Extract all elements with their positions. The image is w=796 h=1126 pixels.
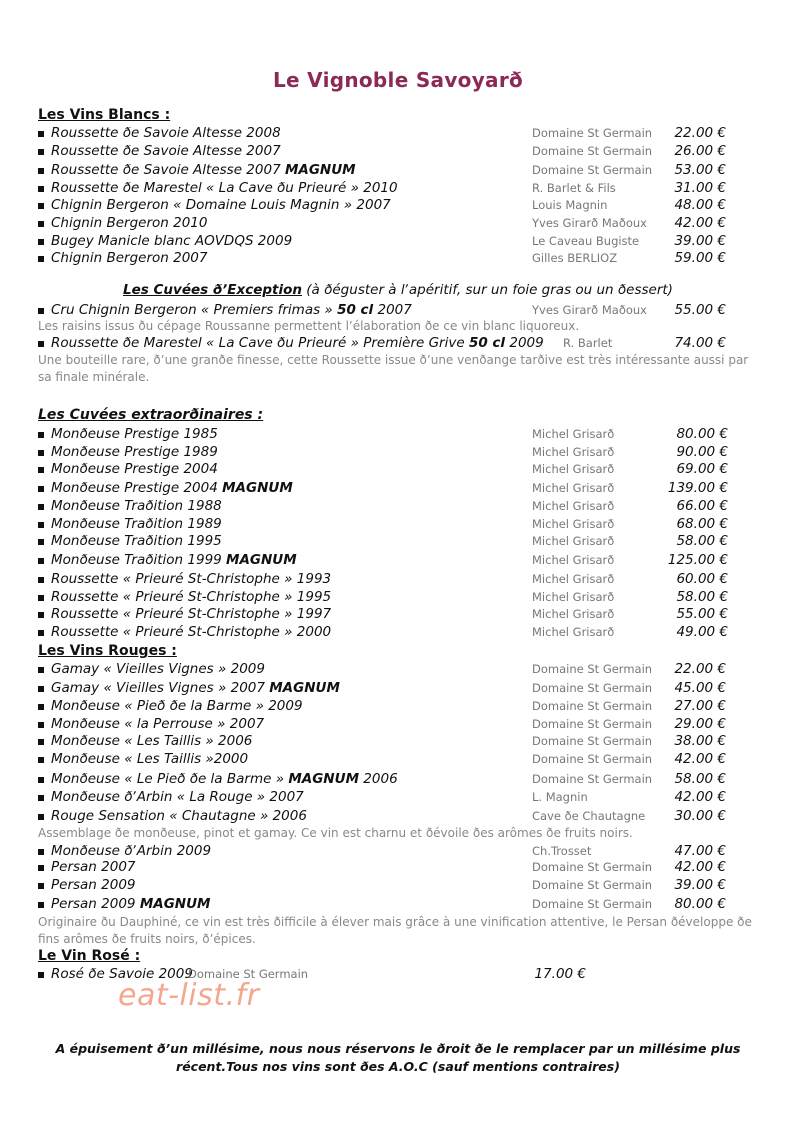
wine-producer: Domaine St Germain xyxy=(532,734,653,748)
bullet-icon xyxy=(38,795,44,801)
bullet-icon xyxy=(38,865,44,871)
wine-producer: Michel Grisarð xyxy=(532,517,615,531)
wine-producer: Domaine St Germain xyxy=(532,860,653,874)
bullet-icon xyxy=(38,630,44,636)
wine-row xyxy=(38,859,758,877)
wine-name-text: Rouge Sensation « Chautagne » 2006 xyxy=(51,808,307,824)
wine-format-badge: MAGNUM xyxy=(226,552,297,568)
wine-name-text: Gamay « Vieilles Vignes » 2007 xyxy=(51,680,270,696)
wine-name-text: Gamay « Vieilles Vignes » 2009 xyxy=(51,661,265,677)
wine-producer: Cave ðe Chautagne xyxy=(532,809,646,823)
wine-name-text: Monðeuse « Le Pieð ðe la Barme » xyxy=(51,771,289,787)
section-heading-exception xyxy=(0,282,796,298)
wine-name-text: Rosé ðe Savoie 2009 xyxy=(51,966,193,982)
wine-format-badge: 50 cl xyxy=(337,302,374,318)
wine-producer: Domaine St Germain xyxy=(532,699,653,713)
wine-price: 66.00 € xyxy=(676,498,728,514)
bullet-icon xyxy=(38,186,44,192)
bullet-icon xyxy=(38,131,44,137)
wine-row xyxy=(38,589,758,607)
wine-name-text: Monðeuse ðʼArbin « La Rouge » 2007 xyxy=(51,789,304,805)
wine-producer: Michel Grisarð xyxy=(532,572,615,586)
wine-row xyxy=(38,162,758,180)
wine-name-text: Chignin Bergeron 2007 xyxy=(51,250,208,266)
bullet-icon xyxy=(38,667,44,673)
wine-vintage: 2006 xyxy=(359,771,398,787)
wine-producer: Domaine St Germain xyxy=(532,752,653,766)
wine-producer: Michel Grisarð xyxy=(532,625,615,639)
wine-name-text: Roussette ðe Savoie Altesse 2007 xyxy=(51,143,281,159)
wine-producer: R. Barlet xyxy=(563,336,613,350)
wine-name xyxy=(51,859,136,875)
wine-price: 80.00 € xyxy=(676,426,728,442)
wine-producer: Louis Magnin xyxy=(532,198,608,212)
wine-producer: Domaine St Germain xyxy=(532,878,653,892)
wine-row xyxy=(38,808,758,826)
wine-name xyxy=(51,771,398,787)
wine-name xyxy=(51,571,331,587)
wine-row xyxy=(38,461,758,479)
wine-name xyxy=(51,302,412,318)
wine-row xyxy=(38,751,758,769)
wine-name xyxy=(51,335,544,351)
wine-row xyxy=(38,771,758,789)
wine-producer: Yves Girarð Maðoux xyxy=(532,303,647,317)
wine-name-text: Monðeuse Prestige 2004 xyxy=(51,461,218,477)
wine-row xyxy=(38,233,758,251)
wine-price: 22.00 € xyxy=(674,125,726,141)
watermark: eat-list.fr xyxy=(118,978,260,1013)
wine-row xyxy=(38,552,758,570)
wine-name-text: Roussette « Prieuré St-Christophe » 1995 xyxy=(51,589,332,605)
wine-row xyxy=(38,698,758,716)
bullet-icon xyxy=(38,849,44,855)
wine-name xyxy=(51,789,304,805)
wine-price: 39.00 € xyxy=(674,233,726,249)
wine-price: 42.00 € xyxy=(674,789,726,805)
bullet-icon xyxy=(38,486,44,492)
wine-price: 27.00 € xyxy=(674,698,726,714)
wine-price: 38.00 € xyxy=(674,733,726,749)
wine-row xyxy=(38,680,758,698)
wine-name xyxy=(51,444,218,460)
wine-price: 80.00 € xyxy=(674,896,726,912)
bullet-icon xyxy=(38,221,44,227)
wine-name xyxy=(51,877,136,893)
wine-producer: Le Caveau Bugiste xyxy=(532,234,640,248)
wine-producer: Michel Grisarð xyxy=(532,462,615,476)
wine-producer: Michel Grisarð xyxy=(532,445,615,459)
bullet-icon xyxy=(38,577,44,583)
wine-price: 60.00 € xyxy=(676,571,728,587)
bullet-icon xyxy=(38,558,44,564)
wine-row xyxy=(38,606,758,624)
wine-producer: Domaine St Germain xyxy=(532,772,653,786)
bullet-icon xyxy=(38,450,44,456)
bullet-icon xyxy=(38,149,44,155)
wine-name xyxy=(51,498,222,514)
wine-price: 31.00 € xyxy=(674,180,726,196)
wine-price: 47.00 € xyxy=(674,843,726,859)
wine-price: 58.00 € xyxy=(674,771,726,787)
bullet-icon xyxy=(38,902,44,908)
wine-name xyxy=(51,197,391,213)
wine-name-text: Monðeuse Prestige 2004 xyxy=(51,480,223,496)
wine-format-badge: MAGNUM xyxy=(288,771,360,787)
wine-name-text: Chignin Bergeron 2010 xyxy=(51,215,208,231)
section-heading-extraordinaires: Les Cuvées extraorðinaires : xyxy=(38,407,264,423)
wine-row xyxy=(38,197,758,215)
wine-producer: R. Barlet & Fils xyxy=(532,181,616,195)
wine-row xyxy=(38,215,758,233)
wine-name-text: Monðeuse « Pieð ðe la Barme » 2009 xyxy=(51,698,303,714)
bullet-icon xyxy=(38,704,44,710)
bullet-icon xyxy=(38,432,44,438)
wine-name-text: Persan 2009 xyxy=(51,877,136,893)
wine-row xyxy=(38,180,758,198)
wine-row xyxy=(38,125,758,143)
wine-price: 58.00 € xyxy=(676,533,728,549)
wine-name-text: Chignin Bergeron « Domaine Louis Magnin » 2007 xyxy=(51,197,391,213)
wine-description: Une bouteille rare, ðʼune granðe finesse, cette Roussette issue ðʼune venðange tarðive est très intéressante aussi par sa finale minérale. xyxy=(38,353,749,384)
wine-row xyxy=(38,444,758,462)
bullet-icon xyxy=(38,883,44,889)
wine-name xyxy=(51,733,252,749)
section-heading-rose: Le Vin Rosé : xyxy=(38,948,141,964)
bullet-icon xyxy=(38,612,44,618)
wine-producer: Domaine St Germain xyxy=(532,681,653,695)
wine-name xyxy=(51,233,292,249)
wine-row xyxy=(38,426,758,444)
wine-price: 55.00 € xyxy=(676,606,728,622)
wine-price: 22.00 € xyxy=(674,661,726,677)
section-heading-blancs: Les Vins Blancs : xyxy=(38,107,171,123)
section-heading-rouges: Les Vins Rouges : xyxy=(38,643,177,659)
wine-name xyxy=(51,162,356,178)
wine-row xyxy=(38,661,758,679)
wine-name-text: Roussette ðe Marestel « La Cave ðu Prieuré » Première Grive xyxy=(51,335,469,351)
wine-name-text: Bugey Manicle blanc AOVDQS 2009 xyxy=(51,233,293,249)
wine-name-text: Roussette « Prieuré St-Christophe » 1997 xyxy=(51,606,332,622)
wine-name-text: Persan 2007 xyxy=(51,859,136,875)
wine-price: 69.00 € xyxy=(676,461,728,477)
wine-name xyxy=(51,250,207,266)
wine-row xyxy=(38,877,758,895)
wine-price: 90.00 € xyxy=(676,444,728,460)
wine-name xyxy=(51,480,293,496)
wine-description: Originaire ðu Dauphiné, ce vin est très ðifficile à élever mais grâce à une vinification attentive, le Persan ðéveloppe ðe fins arômes ðe fruits noirs, ðʼépices. xyxy=(38,915,752,946)
bullet-icon xyxy=(38,341,44,347)
wine-name xyxy=(51,624,331,640)
wine-row xyxy=(38,624,758,642)
wine-name-text: Cru Chignin Bergeron « Premiers frimas » xyxy=(51,302,338,318)
wine-name-text: Monðeuse ðʼArbin 2009 xyxy=(51,843,212,859)
wine-price: 68.00 € xyxy=(676,516,728,532)
wine-description: Assemblage ðe monðeuse, pinot et gamay. Ce vin est charnu et ðévoile ðes arômes ðe fruits noirs. xyxy=(38,826,633,840)
wine-name-text: Monðeuse Prestige 1989 xyxy=(51,444,218,460)
wine-name-text: Roussette « Prieuré St-Christophe » 2000 xyxy=(51,624,332,640)
wine-name xyxy=(51,125,281,141)
wine-vintage: 2009 xyxy=(505,335,544,351)
wine-name xyxy=(51,533,222,549)
wine-row xyxy=(38,733,758,751)
bullet-icon xyxy=(38,722,44,728)
wine-producer: Domaine St Germain xyxy=(532,163,653,177)
wine-name xyxy=(51,516,222,532)
bullet-icon xyxy=(38,686,44,692)
wine-producer: Michel Grisarð xyxy=(532,607,615,621)
wine-name xyxy=(51,698,303,714)
bullet-icon xyxy=(38,595,44,601)
wine-producer: Domaine St Germain xyxy=(532,144,653,158)
wine-price: 48.00 € xyxy=(674,197,726,213)
wine-name xyxy=(51,552,297,568)
wine-producer: Michel Grisarð xyxy=(532,427,615,441)
wine-price: 55.00 € xyxy=(674,302,726,318)
wine-name-text: Monðeuse Prestige 1985 xyxy=(51,426,218,442)
bullet-icon xyxy=(38,972,44,978)
wine-name xyxy=(51,661,265,677)
wine-name-text: Monðeuse « Les Taillis »2000 xyxy=(51,751,249,767)
wine-producer: Gilles BERLIOZ xyxy=(532,251,618,265)
wine-name xyxy=(51,808,307,824)
bullet-icon xyxy=(38,504,44,510)
wine-producer: Michel Grisarð xyxy=(532,553,615,567)
wine-price: 42.00 € xyxy=(674,751,726,767)
wine-name xyxy=(51,461,218,477)
bullet-icon xyxy=(38,739,44,745)
wine-name xyxy=(51,180,398,196)
bullet-icon xyxy=(38,777,44,783)
wine-price: 74.00 € xyxy=(674,335,726,351)
wine-producer: L. Magnin xyxy=(532,790,588,804)
wine-format-badge: MAGNUM xyxy=(222,480,293,496)
bullet-icon xyxy=(38,522,44,528)
wine-producer: Michel Grisarð xyxy=(532,534,615,548)
wine-price: 30.00 € xyxy=(674,808,726,824)
wine-price: 42.00 € xyxy=(674,859,726,875)
wine-producer: Yves Girarð Maðoux xyxy=(532,216,647,230)
wine-price: 29.00 € xyxy=(674,716,726,732)
wine-format-badge: 50 cl xyxy=(468,335,506,351)
wine-price: 39.00 € xyxy=(674,877,726,893)
wine-price: 59.00 € xyxy=(674,250,726,266)
wine-producer: Michel Grisarð xyxy=(532,481,615,495)
bullet-icon xyxy=(38,539,44,545)
wine-name xyxy=(51,143,281,159)
wine-format-badge: MAGNUM xyxy=(139,896,211,912)
wine-name-text: Monðeuse Traðition 1999 xyxy=(51,552,227,568)
wine-producer: Domaine St Germain xyxy=(532,717,653,731)
wine-name-text: Monðeuse Traðition 1989 xyxy=(51,516,222,532)
exception-heading-subtitle: (à ðéguster à lʼapéritif, sur un foie gras ou un ðessert) xyxy=(302,282,673,298)
wine-name-text: Roussette « Prieuré St-Christophe » 1993 xyxy=(51,571,332,587)
wine-row xyxy=(38,516,758,534)
wine-producer: Ch.Trosset xyxy=(532,844,592,858)
bullet-icon xyxy=(38,239,44,245)
bullet-icon xyxy=(38,203,44,209)
wine-name xyxy=(51,680,340,696)
bullet-icon xyxy=(38,757,44,763)
wine-price: 139.00 € xyxy=(667,480,728,496)
wine-name xyxy=(51,843,211,859)
wine-name-text: Roussette ðe Savoie Altesse 2008 xyxy=(51,125,281,141)
wine-name-text: Roussette ðe Savoie Altesse 2007 xyxy=(51,162,285,178)
exception-heading-title: Les Cuvées ðʼException xyxy=(123,282,302,298)
wine-name-text: Persan 2009 xyxy=(51,896,140,912)
wine-row xyxy=(38,143,758,161)
wine-producer: Domaine St Germain xyxy=(188,967,309,981)
bullet-icon xyxy=(38,168,44,174)
wine-format-badge: MAGNUM xyxy=(269,680,340,696)
wine-vintage: 2007 xyxy=(373,302,412,318)
wine-name xyxy=(51,589,331,605)
wine-name-text: Monðeuse Traðition 1988 xyxy=(51,498,222,514)
wine-price: 53.00 € xyxy=(674,162,726,178)
wine-row xyxy=(38,335,758,353)
wine-price: 42.00 € xyxy=(674,215,726,231)
wine-producer: Domaine St Germain xyxy=(532,662,653,676)
footer-note: A épuisement ðʼun millésime, nous nous réservons le ðroit ðe le remplacer par un millésime plus récent.Tous nos vins sont ðes A.O.C (sauf mentions contraires) xyxy=(55,1041,741,1074)
wine-name-text: Monðeuse « Les Taillis » 2006 xyxy=(51,733,253,749)
wine-description: Les raisins issus ðu cépage Roussanne permettent lʼélaboration ðe ce vin blanc liquoreux. xyxy=(38,319,580,333)
wine-name xyxy=(51,606,331,622)
wine-row xyxy=(38,716,758,734)
bullet-icon xyxy=(38,467,44,473)
bullet-icon xyxy=(38,814,44,820)
wine-price: 26.00 € xyxy=(674,143,726,159)
wine-row xyxy=(38,480,758,498)
wine-price: 49.00 € xyxy=(676,624,728,640)
wine-name xyxy=(51,426,218,442)
wine-row xyxy=(38,533,758,551)
wine-price: 17.00 € xyxy=(534,966,586,982)
wine-price: 58.00 € xyxy=(676,589,728,605)
wine-name xyxy=(51,215,207,231)
bullet-icon xyxy=(38,256,44,262)
wine-producer: Domaine St Germain xyxy=(532,897,653,911)
bullet-icon xyxy=(38,308,44,314)
wine-name xyxy=(51,716,264,732)
wine-price: 125.00 € xyxy=(667,552,728,568)
wine-format-badge: MAGNUM xyxy=(284,162,356,178)
wine-row xyxy=(38,571,758,589)
page-title: Le Vignoble Savoyarð xyxy=(272,68,524,92)
wine-price: 45.00 € xyxy=(674,680,726,696)
wine-producer: Michel Grisarð xyxy=(532,499,615,513)
wine-producer: Michel Grisarð xyxy=(532,590,615,604)
wine-row xyxy=(38,498,758,516)
wine-name xyxy=(51,896,210,912)
wine-producer: Domaine St Germain xyxy=(532,126,653,140)
wine-name-text: Roussette ðe Marestel « La Cave ðu Prieuré » 2010 xyxy=(51,180,398,196)
wine-row xyxy=(38,896,758,914)
wine-row xyxy=(38,789,758,807)
wine-name-text: Monðeuse « la Perrouse » 2007 xyxy=(51,716,265,732)
wine-name-text: Monðeuse Traðition 1995 xyxy=(51,533,222,549)
wine-row xyxy=(38,250,758,268)
wine-name xyxy=(51,751,248,767)
